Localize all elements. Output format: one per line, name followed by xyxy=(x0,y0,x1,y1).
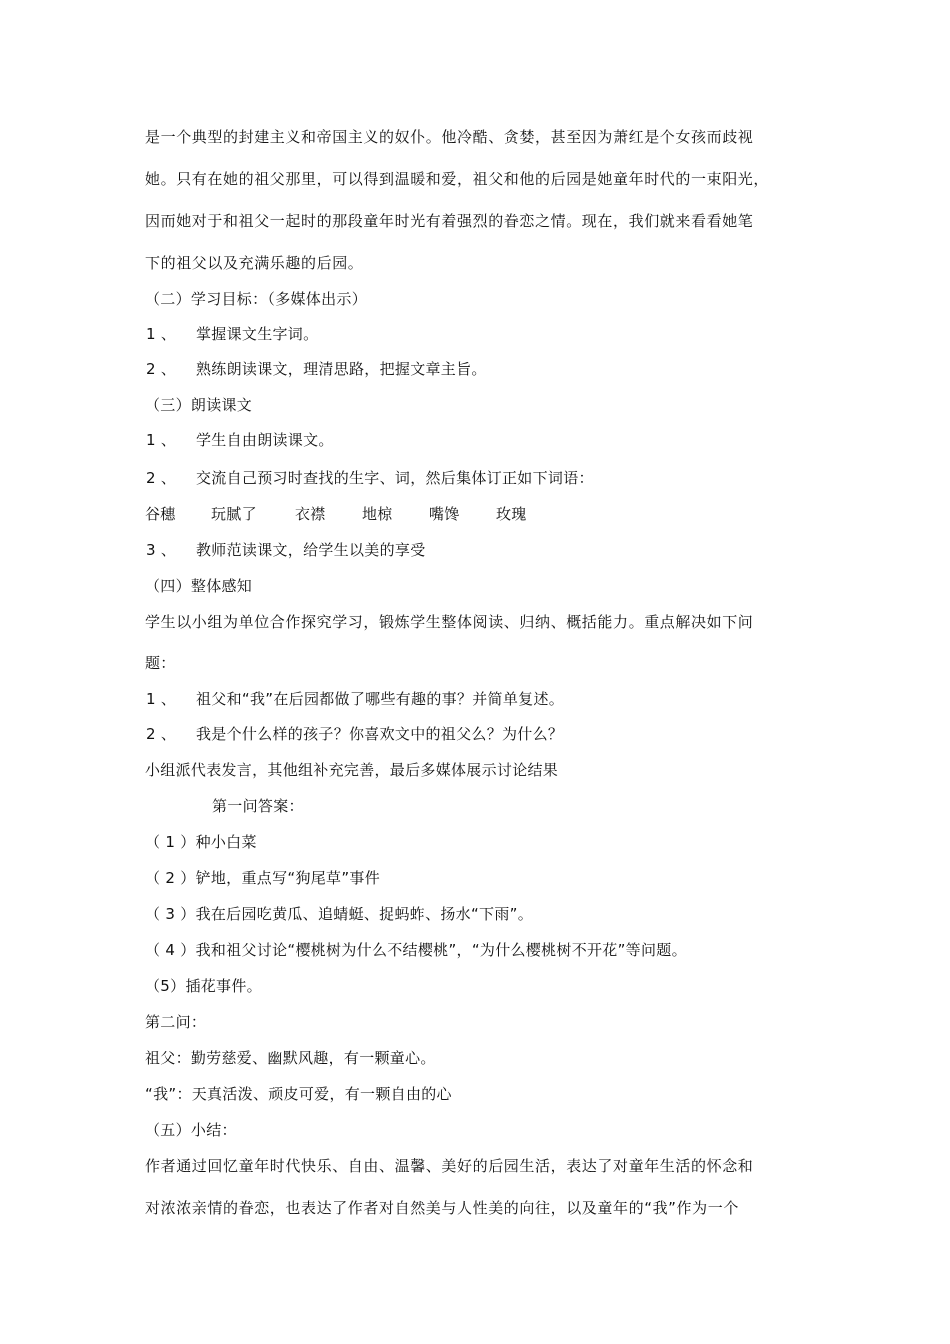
answer1-heading: 第一问答案： xyxy=(212,797,304,815)
objective-item xyxy=(146,359,816,379)
vocab-word: 嘴馋 xyxy=(429,505,460,523)
item-text: 交流自己预习时查找的生字、词，然后集体订正如下词语： xyxy=(196,469,594,487)
intro-line-4: 下的祖父以及充满乐趣的后园。 xyxy=(145,254,364,272)
answer2-item: 祖父：勤劳慈爱、幽默风趣，有一颗童心。 xyxy=(145,1049,436,1067)
vocab-word: 谷穗 xyxy=(145,505,176,523)
vocab-word: 玩腻了 xyxy=(211,505,257,523)
objective-item xyxy=(146,324,816,344)
item-number: 1 、 xyxy=(146,690,177,708)
answer-item: （5）插花事件。 xyxy=(145,977,262,995)
item-number: 2 、 xyxy=(146,469,177,487)
item-number: 1 、 xyxy=(146,325,177,343)
reading-item xyxy=(146,468,816,488)
item-number: 2 、 xyxy=(146,360,177,378)
intro-line-3: 因而她对于和祖父一起时的那段童年时光有着强烈的眷恋之情。现在，我们就来看看她笔 xyxy=(145,212,754,230)
answer-item: （ 1 ）种小白菜 xyxy=(145,833,257,851)
item-number: 1 、 xyxy=(146,431,177,449)
question-item xyxy=(146,689,816,709)
item-text: 祖父和“我”在后园都做了哪些有趣的事？并简单复述。 xyxy=(196,690,565,708)
reading-item xyxy=(146,430,816,450)
overview-line-2: 题： xyxy=(145,654,176,672)
section-heading-reading: （三）朗读课文 xyxy=(145,396,253,414)
intro-line-2: 她。只有在她的祖父那里，可以得到温暖和爱，祖父和他的后园是她童年时代的一束阳光， xyxy=(145,170,770,188)
section-heading-objectives: （二）学习目标：（多媒体出示） xyxy=(145,290,368,308)
discussion-line: 小组派代表发言，其他组补充完善，最后多媒体展示讨论结果 xyxy=(145,761,559,779)
answer-item: （ 3 ）我在后园吃黄瓜、追蜻蜓、捉蚂蚱、扬水“下雨”。 xyxy=(145,905,534,923)
item-text: 熟练朗读课文，理清思路，把握文章主旨。 xyxy=(196,360,487,378)
summary-line-2: 对浓浓亲情的眷恋，也表达了作者对自然美与人性美的向往，以及童年的“我”作为一个 xyxy=(145,1199,739,1217)
item-number: 2 、 xyxy=(146,725,177,743)
item-text: 教师范读课文，给学生以美的享受 xyxy=(196,541,426,559)
vocab-word: 玫瑰 xyxy=(496,505,527,523)
reading-item xyxy=(146,540,816,560)
item-text: 学生自由朗读课文。 xyxy=(196,431,334,449)
section-heading-summary: （五）小结： xyxy=(145,1121,237,1139)
item-text: 我是个什么样的孩子？你喜欢文中的祖父么？为什么？ xyxy=(196,725,564,743)
vocab-list xyxy=(145,504,815,524)
item-number: 3 、 xyxy=(146,541,177,559)
answer2-heading: 第二问： xyxy=(145,1013,207,1031)
answer2-item: “我”：天真活泼、顽皮可爱，有一颗自由的心 xyxy=(145,1085,452,1103)
summary-line-1: 作者通过回忆童年时代快乐、自由、温馨、美好的后园生活，表达了对童年生活的怀念和 xyxy=(145,1157,754,1175)
vocab-word: 衣襟 xyxy=(295,505,326,523)
overview-line-1: 学生以小组为单位合作探究学习，锻炼学生整体阅读、归纳、概括能力。重点解决如下问 xyxy=(145,613,754,631)
question-item xyxy=(146,724,816,744)
intro-line-1: 是一个典型的封建主义和帝国主义的奴仆。他冷酷、贪婪，甚至因为萧红是个女孩而歧视 xyxy=(145,128,754,146)
item-text: 掌握课文生字词。 xyxy=(196,325,319,343)
vocab-word: 地椋 xyxy=(362,505,393,523)
section-heading-overview: （四）整体感知 xyxy=(145,577,253,595)
answer-item: （ 2 ）铲地，重点写“狗尾草”事件 xyxy=(145,869,381,887)
answer-item: （ 4 ）我和祖父讨论“樱桃树为什么不结樱桃”，“为什么樱桃树不开花”等问题。 xyxy=(145,941,687,959)
